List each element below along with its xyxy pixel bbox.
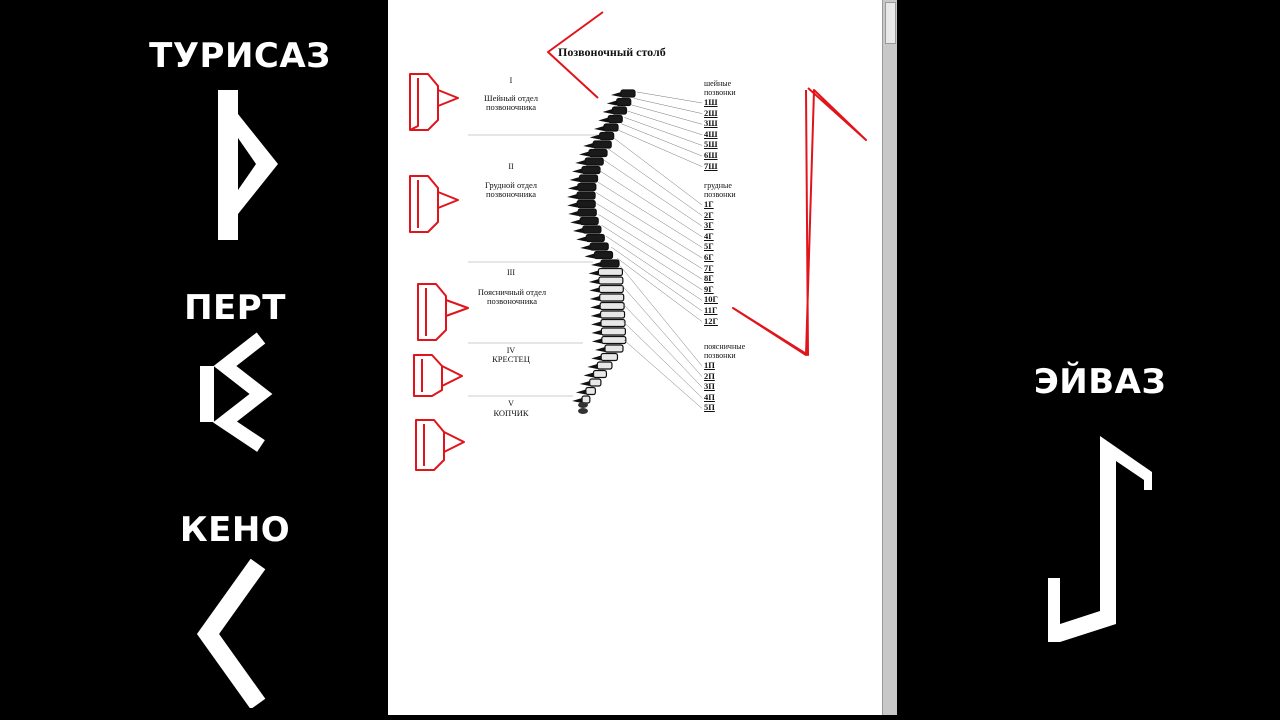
section-num-1: I [509, 76, 513, 85]
leader-line [628, 111, 703, 135]
vertebra-process [585, 254, 595, 259]
vertebra-label-thoracic-7: 7Г [704, 262, 714, 273]
vertebra-shape [578, 184, 596, 191]
vertebra-label-lumbar-4: 4П [704, 391, 715, 402]
vertebra-process [572, 398, 582, 403]
vertebra-process [598, 118, 608, 123]
vertebra-shape [608, 116, 622, 123]
diagram-title: Позвоночный столб [558, 45, 666, 59]
leader-line [631, 105, 702, 125]
vertebra-process [580, 245, 590, 250]
leader-line [620, 266, 702, 366]
section-name-2: Грудной отдел позвоночника [484, 180, 538, 199]
vertebra-label-thoracic-3: 3Г [704, 220, 714, 231]
vertebra-shape [602, 337, 626, 344]
vertebra-process [595, 347, 605, 352]
section-num-4: IV [506, 346, 516, 355]
vertebra-shape [617, 99, 631, 106]
vertebra-label-lumbar-1: 1П [704, 360, 715, 370]
vertebra-label-cervical-6: 6Ш [704, 150, 718, 160]
vertebra-shape [599, 286, 623, 293]
vertebra-shape [601, 354, 617, 361]
vertebra-process [603, 109, 613, 114]
vertebra-label-cervical-1: 1Ш [704, 97, 718, 107]
section-num-5: V [508, 399, 514, 408]
vertebra-process [570, 177, 580, 182]
vertebra-shape [595, 252, 613, 259]
vertebra-process [576, 237, 586, 242]
vertebra-shape [601, 311, 625, 318]
vertebra-shape [597, 362, 612, 369]
leader-line [621, 285, 702, 377]
vertebra-label-thoracic-1: 1Г [704, 199, 714, 209]
coccyx-segment [578, 408, 588, 414]
section-name-1: Шейный отдел позвоночника [484, 93, 538, 112]
vertebra-shape [601, 260, 619, 267]
group-label-lumbar: поясничные позвонки [704, 342, 746, 360]
leader-line [617, 258, 702, 322]
leader-line [621, 124, 702, 156]
vertebra-shape [582, 396, 590, 403]
vertebra-process [607, 101, 617, 106]
vertebra-process [583, 143, 593, 148]
vertebra-shape [593, 141, 611, 148]
vertebra-label-lumbar-5: 5П [704, 402, 715, 413]
rune-label-kenaz: КЕНО [179, 510, 291, 550]
vertebra-process [573, 228, 583, 233]
vertebra-label-cervical-3: 3Ш [704, 118, 718, 129]
vertebra-process [576, 390, 586, 395]
vertebra-label-thoracic-9: 9Г [704, 283, 714, 294]
vertebra-process [579, 152, 589, 157]
leader-line [623, 322, 702, 398]
vertebra-process [570, 220, 580, 225]
section-name-3: Поясничный отдел позвоночника [477, 287, 547, 306]
vertebra-process [567, 194, 577, 199]
vertical-scrollbar[interactable] [882, 0, 897, 715]
vertebra-process [588, 271, 598, 276]
vertebra-shape [601, 328, 625, 335]
spine-drawing [388, 0, 882, 715]
vertebra-process [568, 211, 578, 216]
vertebra-label-cervical-7: 7Ш [704, 160, 718, 171]
vertebra-shape [600, 303, 624, 310]
vertebra-process [590, 305, 600, 310]
vertebra-shape [598, 269, 622, 276]
vertebra-process [567, 203, 577, 208]
section-name-4: КРЕСТЕЦ [492, 354, 530, 364]
vertebra-process [594, 126, 604, 131]
section-name-5: КОПЧИК [493, 408, 529, 418]
rune-label-perth: ПЕРТ [184, 288, 286, 328]
vertebra-label-thoracic-4: 4Г [704, 230, 714, 241]
vertebra-shape [594, 371, 607, 378]
vertebra-process [589, 279, 599, 284]
leader-line [596, 203, 702, 268]
vertebra-shape [577, 192, 595, 199]
vertebra-label-thoracic-8: 8Г [704, 273, 714, 284]
scrollbar-thumb[interactable] [885, 2, 896, 44]
leader-line [618, 130, 702, 167]
vertebra-process [591, 313, 601, 318]
vertebra-label-cervical-2: 2Ш [704, 107, 718, 118]
vertebra-process [584, 373, 594, 378]
vertebra-label-lumbar-2: 2П [704, 370, 715, 381]
red-annotations [410, 12, 866, 470]
vertebra-shape [583, 226, 601, 233]
vertebra-shape [578, 209, 596, 216]
vertebra-shape [580, 175, 598, 182]
vertebra-process [580, 381, 590, 386]
vertebra-shape [604, 124, 618, 131]
coccyx-segment [578, 402, 588, 408]
vertebra-shape [586, 235, 604, 242]
vertebra-shape [601, 320, 625, 327]
spine-diagram [388, 0, 882, 715]
vertebra-label-cervical-5: 5Ш [704, 139, 718, 150]
vertebra-shape [600, 133, 614, 140]
section-num-3: III [507, 268, 515, 277]
vertebra-shape [605, 345, 623, 352]
vertebra-shape [580, 218, 598, 225]
vertebra-process [575, 160, 585, 165]
vertebra-label-thoracic-5: 5Г [704, 241, 714, 252]
vertebra-process [592, 339, 602, 344]
vertebra-shape [599, 277, 623, 284]
vertebra-shape [585, 158, 603, 165]
group-label-cervical: шейные позвонки [704, 79, 736, 97]
vertebra-process [591, 322, 601, 327]
vertebra-label-thoracic-6: 6Г [704, 252, 714, 262]
leader-line [634, 98, 702, 113]
group-label-thoracic: грудные позвонки [704, 181, 736, 199]
vertebra-process [587, 364, 597, 369]
vertebra-shape [600, 294, 624, 301]
leader-line [608, 149, 702, 216]
vertebra-shape [590, 379, 601, 386]
leader-line [597, 182, 702, 248]
vertebra-process [572, 169, 582, 174]
leader-line [622, 303, 702, 387]
vertebra-label-thoracic-10: 10Г [704, 294, 718, 305]
kenaz-rune-icon [190, 558, 280, 708]
leader-line [614, 138, 702, 205]
vertebra-label-cervical-4: 4Ш [704, 128, 718, 139]
vertebra-shape [621, 90, 635, 97]
vertebra-shape [590, 243, 608, 250]
vertebra-label-thoracic-2: 2Г [704, 209, 714, 220]
leader-line [624, 340, 702, 408]
vertebra-shape [582, 167, 600, 174]
vertebra-process [568, 186, 578, 191]
perth-rune-icon [195, 332, 275, 452]
vertebra-shape [586, 388, 596, 395]
eihwaz-rune-icon [1040, 428, 1160, 658]
vertebra-shape [577, 201, 595, 208]
leader-line [600, 171, 702, 237]
vertebra-process [591, 262, 601, 267]
rune-label-eihwaz: ЭЙВАЗ [1033, 362, 1167, 402]
vertebra-shape [613, 107, 627, 114]
leader-line [624, 117, 702, 145]
vertebra-process [589, 288, 599, 293]
document-page [388, 0, 882, 715]
leader-line [611, 247, 702, 311]
rune-label-thurisaz: ТУРИСАЗ [149, 36, 331, 76]
vertebra-process [591, 356, 601, 361]
vertebra-shape [589, 150, 607, 157]
vertebra-process [611, 92, 621, 97]
vertebra-label-lumbar-3: 3П [704, 381, 715, 392]
section-num-2: II [508, 162, 514, 171]
vertebra-label-thoracic-11: 11Г [704, 305, 718, 315]
thurisaz-rune-icon [200, 86, 290, 246]
vertebra-process [590, 296, 600, 301]
vertebra-label-thoracic-12: 12Г [704, 315, 718, 326]
vertebra-process [591, 330, 601, 335]
